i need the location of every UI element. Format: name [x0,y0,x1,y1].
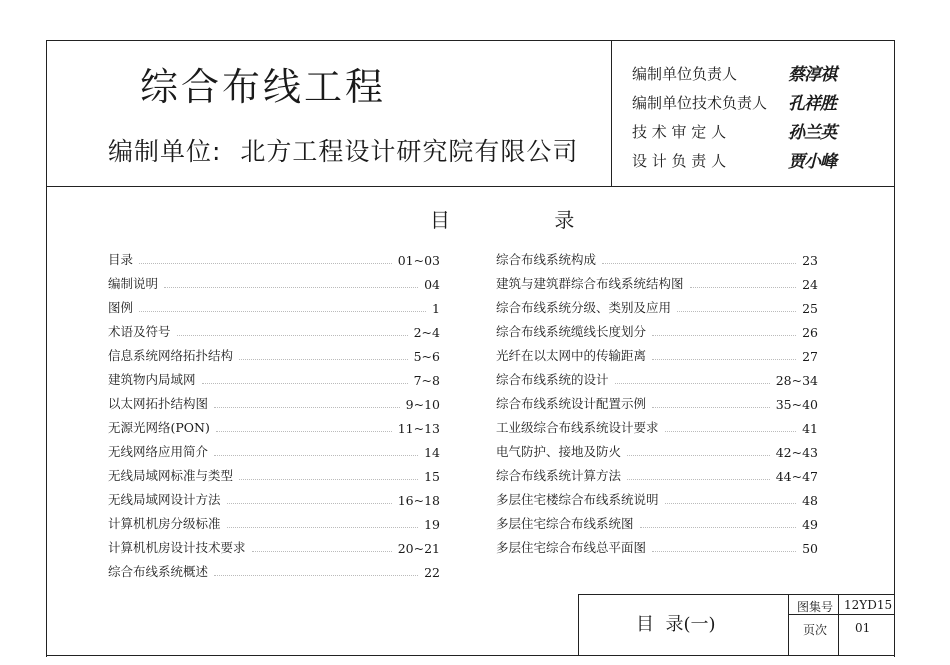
toc-entry-title: 工业级综合布线系统设计要求 [496,420,659,435]
bottom-rule [46,655,895,656]
toc-entry-page: 9~10 [405,397,440,412]
page-number-label: 页次 [803,623,828,637]
header-column-divider [611,40,612,186]
toc-entry-title: 图例 [108,300,134,315]
atlas-number-label: 图集号 [797,600,834,614]
toc-entry-title: 术语及符号 [108,324,171,339]
toc-entry[interactable] [496,418,818,436]
toc-entry-title: 综合布线系统缆线长度划分 [496,324,647,339]
toc-entry-title: 多层住宅综合布线总平面图 [496,540,647,555]
toc-entry[interactable] [496,322,818,340]
toc-entry-page: 7~8 [413,373,440,388]
toc-entry[interactable] [108,322,440,340]
toc-entry[interactable] [496,274,818,292]
toc-entry[interactable] [108,442,440,460]
sheet-title: 目 录(一) [636,614,716,635]
toc-entry-title: 综合布线系统构成 [496,252,597,267]
toc-entry-page: 14 [424,445,440,460]
toc-entry-title: 建筑与建筑群综合布线系统结构图 [496,276,684,291]
org-name: 北方工程设计研究院有限公司 [240,137,579,166]
toc-entry-page: 35~40 [775,397,818,412]
toc-entry-title: 光纤在以太网中的传输距离 [496,348,647,363]
toc-entry-title: 无线局域网设计方法 [108,492,221,507]
toc-entry[interactable] [108,394,440,412]
title-block-top-rule [578,594,895,595]
toc-entry-page: 11~13 [397,421,440,436]
atlas-number-value: 12YD15 [844,598,893,612]
toc-entry-page: 27 [802,349,818,364]
toc-entry-page: 48 [802,493,818,508]
toc-entry-page: 44~47 [775,469,818,484]
toc-entry-page: 22 [424,565,440,580]
toc-entry-page: 23 [802,253,818,268]
toc-entry-page: 2~4 [413,325,440,340]
editing-organization [108,132,578,168]
signature-editing-head: 蔡淳祺 [788,65,836,85]
toc-entry-title: 电气防护、接地及防火 [496,444,622,459]
toc-entry-title: 目录 [108,252,134,267]
toc-entry-page: 19 [424,517,440,532]
toc-entry[interactable] [496,490,818,508]
toc-entry-page: 1 [432,301,440,316]
toc-entry[interactable] [496,442,818,460]
toc-entry[interactable] [496,346,818,364]
toc-entry[interactable] [496,394,818,412]
signature-technical-head: 孔祥胜 [788,94,836,114]
toc-entry-title: 多层住宅综合布线系统图 [496,516,634,531]
toc-entry-title: 计算机机房设计技术要求 [108,540,246,555]
toc-entry[interactable] [496,466,818,484]
toc-entry[interactable] [108,298,440,316]
toc-entry[interactable] [108,346,440,364]
toc-entry-page: 16~18 [397,493,440,508]
toc-entry[interactable] [496,370,818,388]
toc-entry[interactable] [496,538,818,556]
toc-entry-title: 综合布线系统计算方法 [496,468,622,483]
toc-entry-page: 41 [802,421,818,436]
toc-entry-title: 计算机机房分级标准 [108,516,221,531]
toc-entry-page: 26 [802,325,818,340]
toc-entry-page: 42~43 [775,445,818,460]
toc-heading: 目 录 [430,208,609,232]
header-divider [46,186,895,187]
toc-entry[interactable] [108,250,440,268]
toc-entry-title: 多层住宅楼综合布线系统说明 [496,492,659,507]
toc-entry-title: 综合布线系统设计配置示例 [496,396,647,411]
toc-entry-title: 建筑物内局域网 [108,372,196,387]
signature-technical-reviewer: 孙兰英 [788,123,836,143]
document-title: 综合布线工程 [140,65,387,109]
title-block-divider [578,594,579,655]
toc-entry-title: 无线网络应用简介 [108,444,209,459]
title-block-divider-2 [788,594,789,655]
role-technical-head: 编制单位技术负责人 [632,94,768,112]
toc-entry[interactable] [108,466,440,484]
role-technical-reviewer: 技 术 审 定 人 [632,123,727,141]
toc-entry-title: 以太网拓扑结构图 [108,396,209,411]
toc-entry-title: 编制说明 [108,276,159,291]
toc-entry-title: 综合布线系统分级、类别及应用 [496,300,672,315]
toc-entry-title: 信息系统网络拓扑结构 [108,348,234,363]
toc-entry-page: 24 [802,277,818,292]
toc-entry[interactable] [496,514,818,532]
toc-entry-page: 25 [802,301,818,316]
toc-entry-title: 综合布线系统概述 [108,564,209,579]
toc-entry-title: 无线局域网标准与类型 [108,468,234,483]
toc-entry[interactable] [108,490,440,508]
toc-entry-title: 综合布线系统的设计 [496,372,609,387]
toc-entry[interactable] [496,298,818,316]
toc-entry[interactable] [108,418,440,436]
toc-entry[interactable] [496,250,818,268]
toc-entry[interactable] [108,370,440,388]
role-design-lead: 设 计 负 责 人 [632,152,727,170]
org-label: 编制单位: [108,137,222,166]
toc-entry[interactable] [108,514,440,532]
toc-entry-page: 49 [802,517,818,532]
role-editing-head: 编制单位负责人 [632,65,738,83]
toc-entry-page: 15 [424,469,440,484]
toc-entry-page: 04 [424,277,440,292]
toc-entry-page: 5~6 [413,349,440,364]
toc-entry[interactable] [108,274,440,292]
toc-entry[interactable] [108,562,440,580]
signature-design-lead: 贾小峰 [788,152,836,172]
toc-entry[interactable] [108,538,440,556]
toc-entry-page: 50 [802,541,818,556]
toc-entry-title: 无源光网络(PON) [108,420,210,435]
page-number-value: 01 [855,621,871,635]
toc-entry-page: 28~34 [775,373,818,388]
toc-entry-page: 20~21 [397,541,440,556]
toc-entry-page: 01~03 [397,253,440,268]
title-block-divider-3 [838,594,839,655]
